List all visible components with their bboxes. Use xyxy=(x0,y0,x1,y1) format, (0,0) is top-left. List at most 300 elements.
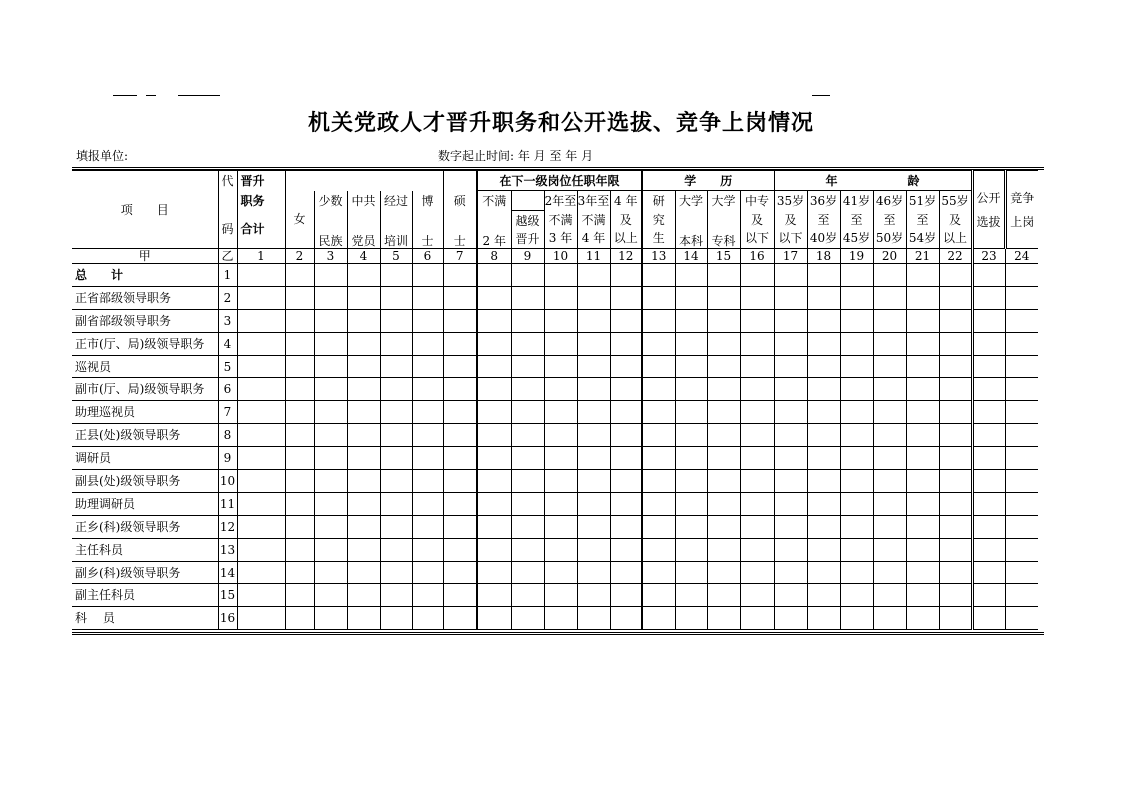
data-cell[interactable] xyxy=(285,424,314,447)
data-cell[interactable] xyxy=(1005,401,1038,424)
data-cell[interactable] xyxy=(740,424,774,447)
data-cell[interactable] xyxy=(511,584,544,607)
data-cell[interactable] xyxy=(285,584,314,607)
data-cell[interactable] xyxy=(412,401,443,424)
data-cell[interactable] xyxy=(314,424,347,447)
data-cell[interactable] xyxy=(774,424,807,447)
data-cell[interactable] xyxy=(972,424,1005,447)
data-cell[interactable] xyxy=(577,515,610,538)
data-cell[interactable] xyxy=(939,584,972,607)
data-cell[interactable] xyxy=(906,355,939,378)
data-cell[interactable] xyxy=(707,607,740,630)
data-cell[interactable] xyxy=(544,309,577,332)
data-cell[interactable] xyxy=(610,607,642,630)
data-cell[interactable] xyxy=(285,286,314,309)
data-cell[interactable] xyxy=(412,584,443,607)
data-cell[interactable] xyxy=(577,470,610,493)
data-cell[interactable] xyxy=(577,355,610,378)
data-cell[interactable] xyxy=(314,538,347,561)
data-cell[interactable] xyxy=(774,332,807,355)
data-cell[interactable] xyxy=(1005,561,1038,584)
data-cell[interactable] xyxy=(774,492,807,515)
data-cell[interactable] xyxy=(380,515,412,538)
data-cell[interactable] xyxy=(642,561,675,584)
data-cell[interactable] xyxy=(873,309,906,332)
data-cell[interactable] xyxy=(347,538,380,561)
data-cell[interactable] xyxy=(544,447,577,470)
data-cell[interactable] xyxy=(675,607,707,630)
data-cell[interactable] xyxy=(443,264,477,287)
data-cell[interactable] xyxy=(707,355,740,378)
data-cell[interactable] xyxy=(873,286,906,309)
data-cell[interactable] xyxy=(939,401,972,424)
data-cell[interactable] xyxy=(939,470,972,493)
data-cell[interactable] xyxy=(840,309,873,332)
data-cell[interactable] xyxy=(707,584,740,607)
data-cell[interactable] xyxy=(774,561,807,584)
data-cell[interactable] xyxy=(347,447,380,470)
data-cell[interactable] xyxy=(412,332,443,355)
data-cell[interactable] xyxy=(873,492,906,515)
data-cell[interactable] xyxy=(347,607,380,630)
data-cell[interactable] xyxy=(642,584,675,607)
data-cell[interactable] xyxy=(840,492,873,515)
data-cell[interactable] xyxy=(544,378,577,401)
data-cell[interactable] xyxy=(347,561,380,584)
data-cell[interactable] xyxy=(412,492,443,515)
data-cell[interactable] xyxy=(740,607,774,630)
data-cell[interactable] xyxy=(380,309,412,332)
data-cell[interactable] xyxy=(840,584,873,607)
data-cell[interactable] xyxy=(740,309,774,332)
data-cell[interactable] xyxy=(610,447,642,470)
data-cell[interactable] xyxy=(237,424,285,447)
data-cell[interactable] xyxy=(610,538,642,561)
data-cell[interactable] xyxy=(807,607,840,630)
data-cell[interactable] xyxy=(511,286,544,309)
data-cell[interactable] xyxy=(774,401,807,424)
data-cell[interactable] xyxy=(477,607,511,630)
data-cell[interactable] xyxy=(675,447,707,470)
data-cell[interactable] xyxy=(610,515,642,538)
data-cell[interactable] xyxy=(642,332,675,355)
data-cell[interactable] xyxy=(774,515,807,538)
data-cell[interactable] xyxy=(544,355,577,378)
data-cell[interactable] xyxy=(939,286,972,309)
data-cell[interactable] xyxy=(774,470,807,493)
data-cell[interactable] xyxy=(675,492,707,515)
data-cell[interactable] xyxy=(347,470,380,493)
data-cell[interactable] xyxy=(740,561,774,584)
data-cell[interactable] xyxy=(807,332,840,355)
data-cell[interactable] xyxy=(237,309,285,332)
data-cell[interactable] xyxy=(477,561,511,584)
data-cell[interactable] xyxy=(314,492,347,515)
data-cell[interactable] xyxy=(972,447,1005,470)
data-cell[interactable] xyxy=(906,309,939,332)
data-cell[interactable] xyxy=(707,424,740,447)
data-cell[interactable] xyxy=(642,286,675,309)
data-cell[interactable] xyxy=(972,264,1005,287)
data-cell[interactable] xyxy=(840,607,873,630)
data-cell[interactable] xyxy=(511,515,544,538)
data-cell[interactable] xyxy=(642,492,675,515)
data-cell[interactable] xyxy=(577,264,610,287)
data-cell[interactable] xyxy=(347,332,380,355)
data-cell[interactable] xyxy=(707,401,740,424)
data-cell[interactable] xyxy=(675,538,707,561)
data-cell[interactable] xyxy=(740,286,774,309)
data-cell[interactable] xyxy=(577,584,610,607)
data-cell[interactable] xyxy=(906,561,939,584)
data-cell[interactable] xyxy=(477,332,511,355)
data-cell[interactable] xyxy=(380,607,412,630)
data-cell[interactable] xyxy=(577,538,610,561)
data-cell[interactable] xyxy=(237,264,285,287)
data-cell[interactable] xyxy=(972,515,1005,538)
data-cell[interactable] xyxy=(577,286,610,309)
data-cell[interactable] xyxy=(939,538,972,561)
data-cell[interactable] xyxy=(873,538,906,561)
data-cell[interactable] xyxy=(285,309,314,332)
data-cell[interactable] xyxy=(1005,424,1038,447)
data-cell[interactable] xyxy=(610,424,642,447)
data-cell[interactable] xyxy=(347,309,380,332)
data-cell[interactable] xyxy=(380,492,412,515)
data-cell[interactable] xyxy=(380,447,412,470)
data-cell[interactable] xyxy=(642,515,675,538)
data-cell[interactable] xyxy=(511,607,544,630)
data-cell[interactable] xyxy=(285,492,314,515)
data-cell[interactable] xyxy=(610,332,642,355)
data-cell[interactable] xyxy=(544,607,577,630)
data-cell[interactable] xyxy=(906,286,939,309)
data-cell[interactable] xyxy=(511,355,544,378)
data-cell[interactable] xyxy=(477,470,511,493)
data-cell[interactable] xyxy=(807,561,840,584)
data-cell[interactable] xyxy=(939,561,972,584)
data-cell[interactable] xyxy=(939,424,972,447)
data-cell[interactable] xyxy=(972,538,1005,561)
data-cell[interactable] xyxy=(314,584,347,607)
data-cell[interactable] xyxy=(740,584,774,607)
data-cell[interactable] xyxy=(610,286,642,309)
data-cell[interactable] xyxy=(412,355,443,378)
data-cell[interactable] xyxy=(380,424,412,447)
data-cell[interactable] xyxy=(972,401,1005,424)
data-cell[interactable] xyxy=(972,492,1005,515)
data-cell[interactable] xyxy=(972,378,1005,401)
data-cell[interactable] xyxy=(774,538,807,561)
data-cell[interactable] xyxy=(285,447,314,470)
data-cell[interactable] xyxy=(840,264,873,287)
data-cell[interactable] xyxy=(443,378,477,401)
data-cell[interactable] xyxy=(840,332,873,355)
data-cell[interactable] xyxy=(380,286,412,309)
data-cell[interactable] xyxy=(314,309,347,332)
data-cell[interactable] xyxy=(477,538,511,561)
data-cell[interactable] xyxy=(906,332,939,355)
data-cell[interactable] xyxy=(740,515,774,538)
data-cell[interactable] xyxy=(477,447,511,470)
data-cell[interactable] xyxy=(577,492,610,515)
data-cell[interactable] xyxy=(544,470,577,493)
data-cell[interactable] xyxy=(906,378,939,401)
data-cell[interactable] xyxy=(443,309,477,332)
data-cell[interactable] xyxy=(840,561,873,584)
data-cell[interactable] xyxy=(285,378,314,401)
data-cell[interactable] xyxy=(642,378,675,401)
data-cell[interactable] xyxy=(443,286,477,309)
data-cell[interactable] xyxy=(544,515,577,538)
data-cell[interactable] xyxy=(906,584,939,607)
data-cell[interactable] xyxy=(347,355,380,378)
data-cell[interactable] xyxy=(675,470,707,493)
data-cell[interactable] xyxy=(1005,515,1038,538)
data-cell[interactable] xyxy=(477,309,511,332)
data-cell[interactable] xyxy=(972,561,1005,584)
data-cell[interactable] xyxy=(1005,607,1038,630)
data-cell[interactable] xyxy=(443,561,477,584)
data-cell[interactable] xyxy=(314,447,347,470)
data-cell[interactable] xyxy=(577,332,610,355)
data-cell[interactable] xyxy=(807,538,840,561)
data-cell[interactable] xyxy=(774,309,807,332)
data-cell[interactable] xyxy=(807,424,840,447)
data-cell[interactable] xyxy=(412,378,443,401)
data-cell[interactable] xyxy=(443,470,477,493)
data-cell[interactable] xyxy=(939,378,972,401)
data-cell[interactable] xyxy=(675,561,707,584)
data-cell[interactable] xyxy=(412,264,443,287)
data-cell[interactable] xyxy=(511,538,544,561)
data-cell[interactable] xyxy=(443,538,477,561)
data-cell[interactable] xyxy=(707,286,740,309)
data-cell[interactable] xyxy=(443,492,477,515)
data-cell[interactable] xyxy=(807,470,840,493)
data-cell[interactable] xyxy=(1005,447,1038,470)
data-cell[interactable] xyxy=(610,401,642,424)
data-cell[interactable] xyxy=(511,447,544,470)
data-cell[interactable] xyxy=(237,447,285,470)
data-cell[interactable] xyxy=(610,264,642,287)
data-cell[interactable] xyxy=(840,401,873,424)
data-cell[interactable] xyxy=(380,264,412,287)
data-cell[interactable] xyxy=(285,538,314,561)
data-cell[interactable] xyxy=(347,584,380,607)
data-cell[interactable] xyxy=(412,561,443,584)
data-cell[interactable] xyxy=(347,378,380,401)
data-cell[interactable] xyxy=(972,355,1005,378)
data-cell[interactable] xyxy=(285,401,314,424)
data-cell[interactable] xyxy=(314,264,347,287)
data-cell[interactable] xyxy=(477,424,511,447)
data-cell[interactable] xyxy=(237,470,285,493)
data-cell[interactable] xyxy=(443,607,477,630)
data-cell[interactable] xyxy=(807,355,840,378)
data-cell[interactable] xyxy=(285,332,314,355)
data-cell[interactable] xyxy=(774,355,807,378)
data-cell[interactable] xyxy=(675,515,707,538)
data-cell[interactable] xyxy=(840,424,873,447)
data-cell[interactable] xyxy=(675,264,707,287)
data-cell[interactable] xyxy=(412,447,443,470)
data-cell[interactable] xyxy=(774,584,807,607)
data-cell[interactable] xyxy=(511,492,544,515)
data-cell[interactable] xyxy=(477,515,511,538)
data-cell[interactable] xyxy=(314,470,347,493)
data-cell[interactable] xyxy=(1005,378,1038,401)
data-cell[interactable] xyxy=(544,538,577,561)
data-cell[interactable] xyxy=(675,355,707,378)
data-cell[interactable] xyxy=(807,286,840,309)
data-cell[interactable] xyxy=(443,447,477,470)
data-cell[interactable] xyxy=(577,424,610,447)
data-cell[interactable] xyxy=(972,332,1005,355)
data-cell[interactable] xyxy=(740,447,774,470)
data-cell[interactable] xyxy=(675,332,707,355)
data-cell[interactable] xyxy=(740,538,774,561)
data-cell[interactable] xyxy=(380,355,412,378)
data-cell[interactable] xyxy=(577,378,610,401)
data-cell[interactable] xyxy=(1005,332,1038,355)
data-cell[interactable] xyxy=(774,378,807,401)
data-cell[interactable] xyxy=(675,401,707,424)
data-cell[interactable] xyxy=(237,378,285,401)
data-cell[interactable] xyxy=(906,515,939,538)
data-cell[interactable] xyxy=(237,286,285,309)
data-cell[interactable] xyxy=(873,401,906,424)
data-cell[interactable] xyxy=(285,515,314,538)
data-cell[interactable] xyxy=(347,286,380,309)
data-cell[interactable] xyxy=(237,561,285,584)
data-cell[interactable] xyxy=(840,515,873,538)
data-cell[interactable] xyxy=(347,264,380,287)
data-cell[interactable] xyxy=(774,286,807,309)
data-cell[interactable] xyxy=(939,607,972,630)
data-cell[interactable] xyxy=(477,401,511,424)
data-cell[interactable] xyxy=(740,401,774,424)
data-cell[interactable] xyxy=(610,584,642,607)
data-cell[interactable] xyxy=(939,332,972,355)
data-cell[interactable] xyxy=(380,378,412,401)
data-cell[interactable] xyxy=(511,378,544,401)
data-cell[interactable] xyxy=(1005,286,1038,309)
data-cell[interactable] xyxy=(740,332,774,355)
data-cell[interactable] xyxy=(740,355,774,378)
data-cell[interactable] xyxy=(1005,309,1038,332)
data-cell[interactable] xyxy=(347,515,380,538)
data-cell[interactable] xyxy=(707,264,740,287)
data-cell[interactable] xyxy=(380,538,412,561)
data-cell[interactable] xyxy=(873,332,906,355)
data-cell[interactable] xyxy=(511,401,544,424)
data-cell[interactable] xyxy=(873,561,906,584)
data-cell[interactable] xyxy=(477,286,511,309)
data-cell[interactable] xyxy=(314,378,347,401)
data-cell[interactable] xyxy=(707,538,740,561)
data-cell[interactable] xyxy=(906,264,939,287)
data-cell[interactable] xyxy=(1005,470,1038,493)
data-cell[interactable] xyxy=(610,561,642,584)
data-cell[interactable] xyxy=(285,264,314,287)
data-cell[interactable] xyxy=(237,515,285,538)
data-cell[interactable] xyxy=(347,492,380,515)
data-cell[interactable] xyxy=(610,470,642,493)
data-cell[interactable] xyxy=(873,447,906,470)
data-cell[interactable] xyxy=(610,355,642,378)
data-cell[interactable] xyxy=(807,378,840,401)
data-cell[interactable] xyxy=(610,309,642,332)
data-cell[interactable] xyxy=(544,332,577,355)
data-cell[interactable] xyxy=(807,492,840,515)
data-cell[interactable] xyxy=(1005,492,1038,515)
data-cell[interactable] xyxy=(1005,584,1038,607)
data-cell[interactable] xyxy=(380,401,412,424)
data-cell[interactable] xyxy=(873,607,906,630)
data-cell[interactable] xyxy=(285,607,314,630)
data-cell[interactable] xyxy=(906,538,939,561)
data-cell[interactable] xyxy=(511,424,544,447)
data-cell[interactable] xyxy=(544,561,577,584)
data-cell[interactable] xyxy=(642,607,675,630)
data-cell[interactable] xyxy=(237,538,285,561)
data-cell[interactable] xyxy=(906,424,939,447)
data-cell[interactable] xyxy=(443,515,477,538)
data-cell[interactable] xyxy=(873,470,906,493)
data-cell[interactable] xyxy=(774,264,807,287)
data-cell[interactable] xyxy=(443,584,477,607)
data-cell[interactable] xyxy=(544,492,577,515)
data-cell[interactable] xyxy=(873,264,906,287)
data-cell[interactable] xyxy=(380,470,412,493)
data-cell[interactable] xyxy=(675,286,707,309)
data-cell[interactable] xyxy=(477,378,511,401)
data-cell[interactable] xyxy=(840,286,873,309)
data-cell[interactable] xyxy=(285,470,314,493)
data-cell[interactable] xyxy=(477,492,511,515)
data-cell[interactable] xyxy=(873,424,906,447)
data-cell[interactable] xyxy=(740,470,774,493)
data-cell[interactable] xyxy=(347,401,380,424)
data-cell[interactable] xyxy=(740,264,774,287)
data-cell[interactable] xyxy=(906,607,939,630)
data-cell[interactable] xyxy=(285,355,314,378)
data-cell[interactable] xyxy=(443,332,477,355)
data-cell[interactable] xyxy=(972,309,1005,332)
data-cell[interactable] xyxy=(544,584,577,607)
data-cell[interactable] xyxy=(707,447,740,470)
data-cell[interactable] xyxy=(807,309,840,332)
data-cell[interactable] xyxy=(675,309,707,332)
data-cell[interactable] xyxy=(314,607,347,630)
data-cell[interactable] xyxy=(314,332,347,355)
data-cell[interactable] xyxy=(380,561,412,584)
data-cell[interactable] xyxy=(642,355,675,378)
data-cell[interactable] xyxy=(807,401,840,424)
data-cell[interactable] xyxy=(972,607,1005,630)
data-cell[interactable] xyxy=(412,470,443,493)
data-cell[interactable] xyxy=(544,286,577,309)
data-cell[interactable] xyxy=(511,264,544,287)
data-cell[interactable] xyxy=(610,492,642,515)
data-cell[interactable] xyxy=(544,264,577,287)
data-cell[interactable] xyxy=(774,607,807,630)
data-cell[interactable] xyxy=(873,515,906,538)
data-cell[interactable] xyxy=(642,264,675,287)
data-cell[interactable] xyxy=(511,470,544,493)
data-cell[interactable] xyxy=(443,355,477,378)
